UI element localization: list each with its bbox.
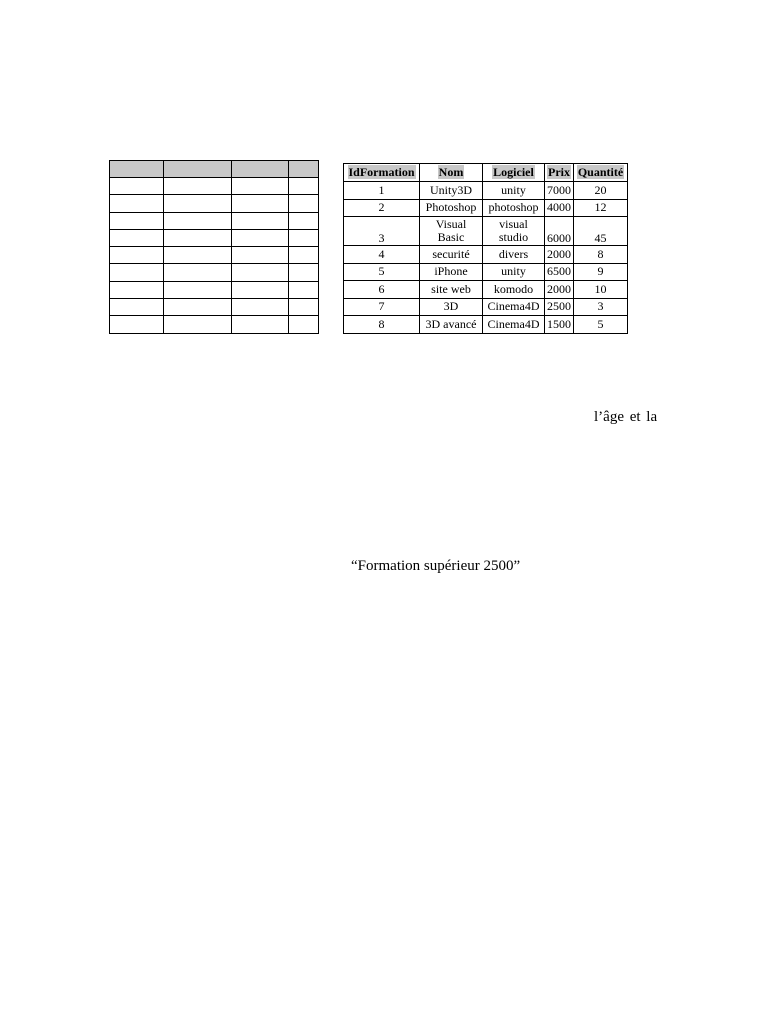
table-row — [344, 246, 628, 264]
text-fragment-age: l’âge et la — [594, 409, 658, 425]
table-row — [344, 217, 628, 246]
empty-grid-row — [110, 299, 319, 316]
formation-header-row — [344, 164, 628, 182]
empty-grid-header-row — [110, 161, 319, 178]
cell-nom: securité — [420, 246, 483, 264]
cell-nom: 3D avancé — [420, 316, 483, 334]
cell-idformation: 6 — [344, 281, 420, 299]
header-idformation: IdFormation — [344, 164, 420, 182]
cell-prix: 1500 — [545, 316, 574, 334]
cell-quantite: 3 — [574, 298, 628, 316]
cell-nom: Visual Basic — [420, 217, 483, 246]
cell-quantite: 45 — [574, 217, 628, 246]
header-nom: Nom — [420, 164, 483, 182]
empty-grid-row — [110, 212, 319, 229]
cell-idformation: 4 — [344, 246, 420, 264]
table-row — [344, 316, 628, 334]
cell-nom: iPhone — [420, 263, 483, 281]
cell-idformation: 5 — [344, 263, 420, 281]
header-logiciel: Logiciel — [483, 164, 545, 182]
cell-quantite: 8 — [574, 246, 628, 264]
cell-prix: 2500 — [545, 298, 574, 316]
cell-prix: 6500 — [545, 263, 574, 281]
table-row — [344, 281, 628, 299]
table-row — [344, 199, 628, 217]
empty-grid-row — [110, 247, 319, 264]
cell-prix: 7000 — [545, 182, 574, 200]
cell-quantite: 5 — [574, 316, 628, 334]
cell-nom: Unity3D — [420, 182, 483, 200]
cell-quantite: 12 — [574, 199, 628, 217]
cell-logiciel: Cinema4D — [483, 316, 545, 334]
empty-grid-row — [110, 229, 319, 246]
empty-grid-row — [110, 316, 319, 333]
empty-grid-row — [110, 178, 319, 195]
cell-logiciel: Cinema4D — [483, 298, 545, 316]
table-row — [344, 298, 628, 316]
cell-idformation: 2 — [344, 199, 420, 217]
empty-grid-table — [109, 160, 319, 334]
cell-logiciel: divers — [483, 246, 545, 264]
cell-prix: 4000 — [545, 199, 574, 217]
empty-grid-row — [110, 195, 319, 212]
cell-logiciel: photoshop — [483, 199, 545, 217]
header-quantite: Quantité — [574, 164, 628, 182]
cell-quantite: 20 — [574, 182, 628, 200]
cell-nom: 3D — [420, 298, 483, 316]
empty-grid-row — [110, 281, 319, 298]
empty-grid-row — [110, 264, 319, 281]
cell-prix: 2000 — [545, 246, 574, 264]
cell-quantite: 9 — [574, 263, 628, 281]
formation-table — [343, 163, 628, 334]
text-fragment-formation-quote: “Formation supérieur 2500” — [351, 558, 521, 574]
cell-logiciel: unity — [483, 182, 545, 200]
table-row — [344, 263, 628, 281]
cell-logiciel: visual studio — [483, 217, 545, 246]
cell-prix: 6000 — [545, 217, 574, 246]
cell-logiciel: komodo — [483, 281, 545, 299]
cell-quantite: 10 — [574, 281, 628, 299]
cell-idformation: 3 — [344, 217, 420, 246]
cell-logiciel: unity — [483, 263, 545, 281]
cell-idformation: 1 — [344, 182, 420, 200]
header-prix: Prix — [545, 164, 574, 182]
cell-nom: site web — [420, 281, 483, 299]
cell-idformation: 7 — [344, 298, 420, 316]
cell-nom: Photoshop — [420, 199, 483, 217]
cell-prix: 2000 — [545, 281, 574, 299]
table-row — [344, 182, 628, 200]
cell-idformation: 8 — [344, 316, 420, 334]
